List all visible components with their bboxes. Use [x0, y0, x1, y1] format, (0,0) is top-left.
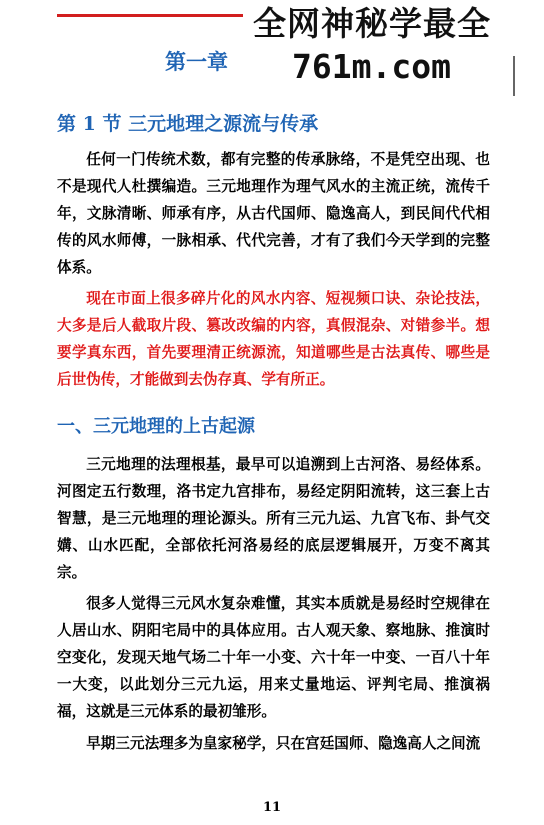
paragraph-warning: 现在市面上很多碎片化的风水内容、短视频口诀、杂论技法，大多是后人截取片段、篡改改编的内容，真假混杂、对错参半。想要学真东西，首先要理清正统源流，知道哪些是古法真传、哪些是后世伪传，才能做到去伪存真、学有所正。	[57, 290, 490, 388]
paragraph-essence: 很多人觉得三元风水复杂难懂，其实本质就是易经时空规律在人居山水、阴阳宅局中的具体应用。古人观天象、察地脉、推演时空变化，发现天地气场二十年一小变、六十年一中变、一百八十年一大变，以此划分三元九运，用来丈量地运、评判宅局、推演祸福，这就是三元体系的最初雏形。	[57, 595, 490, 720]
watermark-url: 761m.com	[292, 47, 451, 86]
chapter-title: 第一章	[165, 49, 228, 74]
subsection-title: 一、三元地理的上古起源	[57, 416, 255, 437]
watermark-divider	[513, 56, 515, 96]
paragraph-intro: 任何一门传统术数，都有完整的传承脉络，不是凭空出现、也不是现代人杜撰编造。三元地理作为理气风水的主流正统，流传千年，文脉清晰、师承有序，从古代国师、隐逸高人，到民间代代相传的风水师傅，一脉相承、代代完善，才有了我们今天学到的完整体系。	[57, 151, 490, 276]
watermark-title: 全网神秘学最全	[253, 4, 491, 43]
page-number: 11	[262, 800, 282, 815]
paragraph-history: 早期三元法理多为皇家秘学，只在宫廷国师、隐逸高人之间流	[86, 735, 481, 752]
header-rule	[57, 14, 243, 17]
section-title: 第 1 节 三元地理之源流与传承	[57, 113, 319, 135]
paragraph-origin: 三元地理的法理根基，最早可以追溯到上古河洛、易经体系。河图定五行数理，洛书定九宫排布，易经定阴阳流转，这三套上古智慧，是三元地理的理论源头。所有三元九运、九宫飞布、卦气交媾、山水匹配，全部依托河洛易经的底层逻辑展开，万变不离其宗。	[57, 456, 490, 581]
